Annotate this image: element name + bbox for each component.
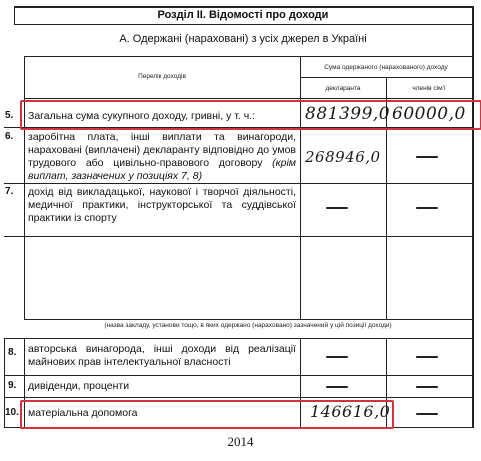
row5-family-value: 60000,0 [392, 104, 466, 124]
row5-declarant-value: 881399,0 [305, 104, 391, 124]
header-bottom-line [24, 98, 472, 99]
row10-number: 10. [5, 407, 19, 418]
subsection-title: А. Одержані (нараховані) з усіх джерел в Україні [119, 33, 367, 45]
institution-note: (назва закладу, установи тощо, в яких одержано (нараховано) зазначений у цій позиції доходи) [104, 322, 392, 329]
row5-number: 5. [5, 110, 14, 121]
row9-number: 9. [8, 380, 17, 391]
top-border [14, 6, 472, 8]
row8-family-dash [416, 356, 438, 358]
row6-note: (крім виплат, зазначених у позиціях 7, 8) [28, 157, 296, 182]
row7-declarant-dash [326, 207, 348, 209]
row6-number: 6. [5, 131, 14, 142]
left-border [472, 6, 474, 428]
row10-declarant-value: 146616,0 [310, 402, 391, 421]
year-caption: 2014 [227, 434, 254, 449]
row10-family-dash [416, 413, 438, 415]
row10-highlight-box [20, 400, 394, 429]
table-top-line [24, 56, 472, 57]
amount-header: Сума одержаного (нарахованого) доходу [324, 64, 448, 71]
row7-number: 7. [5, 186, 14, 197]
row7-bottom-line [4, 236, 472, 237]
row9-family-dash [416, 386, 438, 388]
lower-table-top-line [4, 338, 472, 339]
row9-declarant-dash [326, 386, 348, 388]
row9-bottom-line [4, 397, 472, 398]
row8-number: 8. [8, 347, 17, 358]
row6-text: заробітна плата, інші виплати та винагороди, нараховані (виплачені) декларанту відповідно до умов трудового або цивільно-правового договору [28, 131, 296, 169]
row9-label: дивіденди, проценти [28, 380, 130, 392]
row5-highlight-box [20, 100, 481, 130]
row6-label [28, 131, 296, 183]
row7-family-dash [416, 207, 438, 209]
row8-label: авторська винагорода, інші доходи від реалізації майнових прав інтелектуальної власності [28, 343, 296, 368]
row6-declarant-value: 268946,0 [305, 148, 381, 166]
section-title: Розділ ІІ. Відомості про доходи [157, 9, 329, 21]
upper-col-line-b [300, 56, 301, 319]
upper-table-bottom-line [24, 319, 472, 320]
row6-bottom-line [4, 183, 472, 184]
section-title-underline [14, 24, 472, 25]
row8-declarant-dash [326, 356, 348, 358]
list-header: Перелік доходів [138, 73, 186, 80]
row6-family-dash [416, 156, 438, 158]
row7-label: дохід від викладацької, наукової і творчої діяльності, медичної практики, інструкторської та суддівської практики із спорту [28, 186, 296, 224]
row10-label: матеріальна допомога [28, 407, 138, 419]
row5-label: Загальна сума сукупного доходу, гривні, у т. ч.: [28, 110, 256, 122]
family-header: членів сім'ї [412, 85, 446, 92]
declarant-header: декларанта [325, 85, 361, 92]
upper-col-line-a [24, 56, 25, 319]
row8-bottom-line [4, 375, 472, 376]
